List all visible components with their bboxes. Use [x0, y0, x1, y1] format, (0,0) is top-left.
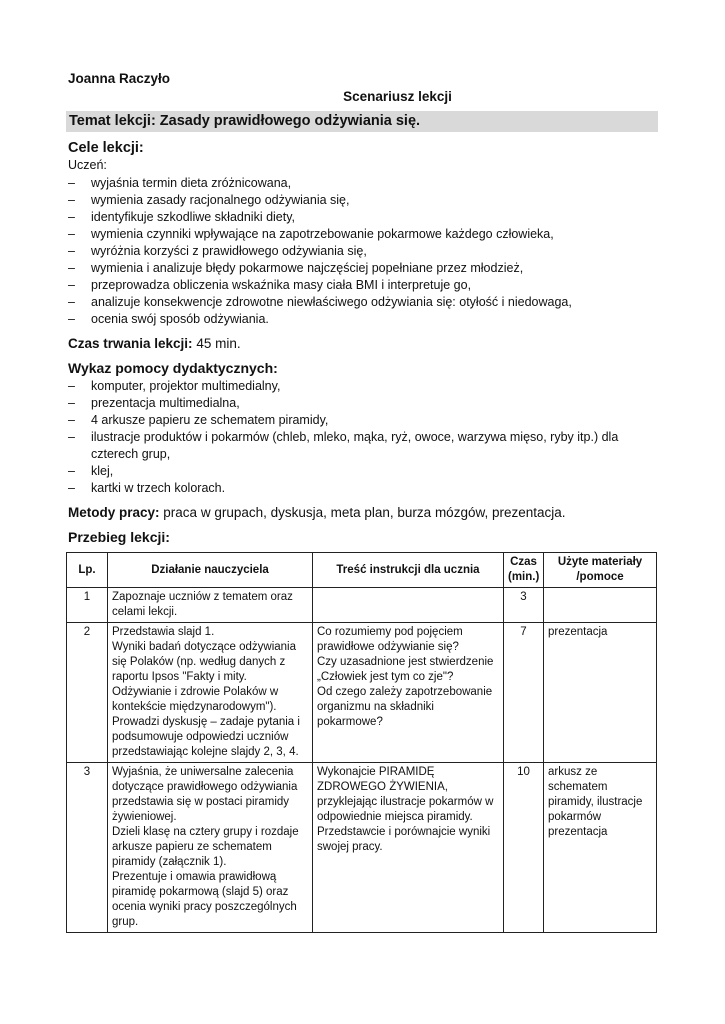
aid-item: – klej,: [68, 463, 638, 480]
methods-value: praca w grupach, dyskusja, meta plan, burza mózgów, prezentacja.: [163, 505, 566, 520]
goal-item: – przeprowadza obliczenia wskaźnika masy ciała BMI i interpretuje go,: [68, 277, 668, 294]
document-title: Scenariusz lekcji: [343, 89, 452, 104]
goal-item: – analizuje konsekwencje zdrowotne niewłaściwego odżywiania się: otyłość i niedowaga,: [68, 294, 668, 311]
goal-item: – wyjaśnia termin dieta zróżnicowana,: [68, 175, 668, 192]
cell-materials: [544, 588, 657, 623]
cell-materials: prezentacja: [544, 623, 657, 763]
goal-item: – ocenia swój sposób odżywiania.: [68, 311, 668, 328]
cell-teacher: Zapoznaje uczniów z tematem oraz celami lekcji.: [108, 588, 313, 623]
cell-time: 7: [504, 623, 544, 763]
cell-time: 3: [504, 588, 544, 623]
cell-instruction: Co rozumiemy pod pojęciem prawidłowe odżywianie się? Czy uzasadnione jest stwierdzenie „Człowiek jest tym co zje"? Od czego zależy zapotrzebowanie organizmu na składniki pokarmowe?: [313, 623, 504, 763]
methods-label: Metody pracy:: [68, 505, 160, 520]
aids-heading: Wykaz pomocy dydaktycznych:: [68, 360, 278, 376]
goals-heading: Cele lekcji:: [68, 140, 144, 156]
column-header-time: Czas (min.): [504, 553, 544, 588]
table-row: [67, 623, 657, 763]
author-name: Joanna Raczyło: [68, 71, 171, 86]
aid-item: – kartki w trzech kolorach.: [68, 480, 638, 497]
goal-item: – wymienia czynniki wpływające na zapotrzebowanie pokarmowe każdego człowieka,: [68, 226, 668, 243]
lesson-plan-table: [66, 552, 657, 933]
cell-teacher: Wyjaśnia, że uniwersalne zalecenia dotyczące prawidłowego odżywiania przedstawia się w postaci piramidy żywieniowej. Dzieli klasę na cztery grupy i rozdaje arkusze papieru ze schematem piramidy (załącznik 1). Prezentuje i omawia prawidłową piramidę pokarmową (slajd 5) oraz ocenia wyniki pracy poszczególnych grup.: [108, 763, 313, 933]
cell-instruction: [313, 588, 504, 623]
cell-time: 10: [504, 763, 544, 933]
goals-intro: Uczeń:: [68, 158, 107, 172]
cell-lp: 2: [67, 623, 108, 763]
cell-lp: 3: [67, 763, 108, 933]
column-header-teacher: Działanie nauczyciela: [108, 553, 313, 588]
duration-label: Czas trwania lekcji:: [68, 336, 193, 351]
cell-materials: arkusz ze schematem piramidy, ilustracje pokarmów prezentacja: [544, 763, 657, 933]
column-header-materials: Użyte materiały /pomoce: [544, 553, 657, 588]
lesson-topic: Temat lekcji: Zasady prawidłowego odżywiania się.: [69, 113, 421, 129]
goal-item: – wymienia zasady racjonalnego odżywiania się,: [68, 192, 668, 209]
cell-instruction: Wykonajcie PIRAMIDĘ ZDROWEGO ŻYWIENIA, przyklejając ilustracje pokarmów w odpowiednie miejsca piramidy. Przedstawcie i porównajcie wyniki swojej pracy.: [313, 763, 504, 933]
duration-line: [68, 336, 241, 351]
aids-list: [68, 378, 638, 497]
goal-item: – wyróżnia korzyści z prawidłowego odżywiania się,: [68, 243, 668, 260]
column-header-instruction: Treść instrukcji dla ucznia: [313, 553, 504, 588]
aid-item: – 4 arkusze papieru ze schematem piramidy,: [68, 412, 638, 429]
aid-item: – ilustracje produktów i pokarmów (chleb, mleko, mąka, ryż, owoce, warzywa mięso, ryby itp.) dla czterech grup,: [68, 429, 638, 463]
aid-item: – prezentacja multimedialna,: [68, 395, 638, 412]
table-row: [67, 763, 657, 933]
goals-list: [68, 175, 668, 328]
cell-teacher: Przedstawia slajd 1. Wyniki badań dotyczące odżywiania się Polaków (np. według danych z raportu Ipsos "Fakty i mity. Odżywianie i zdrowie Polaków w kontekście międzynarodowym"). Prowadzi dyskusję – zadaje pytania i podsumowuje odpowiedzi uczniów przedstawiając kolejne slajdy 2, 3, 4.: [108, 623, 313, 763]
table-row: [67, 588, 657, 623]
goal-item: – identyfikuje szkodliwe składniki diety,: [68, 209, 668, 226]
table-header-row: [67, 553, 657, 588]
aid-item: – komputer, projektor multimedialny,: [68, 378, 638, 395]
cell-lp: 1: [67, 588, 108, 623]
column-header-lp: Lp.: [67, 553, 108, 588]
methods-line: [68, 505, 566, 520]
course-heading: Przebieg lekcji:: [68, 529, 170, 545]
duration-value: 45 min.: [196, 336, 241, 351]
goal-item: – wymienia i analizuje błędy pokarmowe najczęściej popełniane przez młodzież,: [68, 260, 668, 277]
